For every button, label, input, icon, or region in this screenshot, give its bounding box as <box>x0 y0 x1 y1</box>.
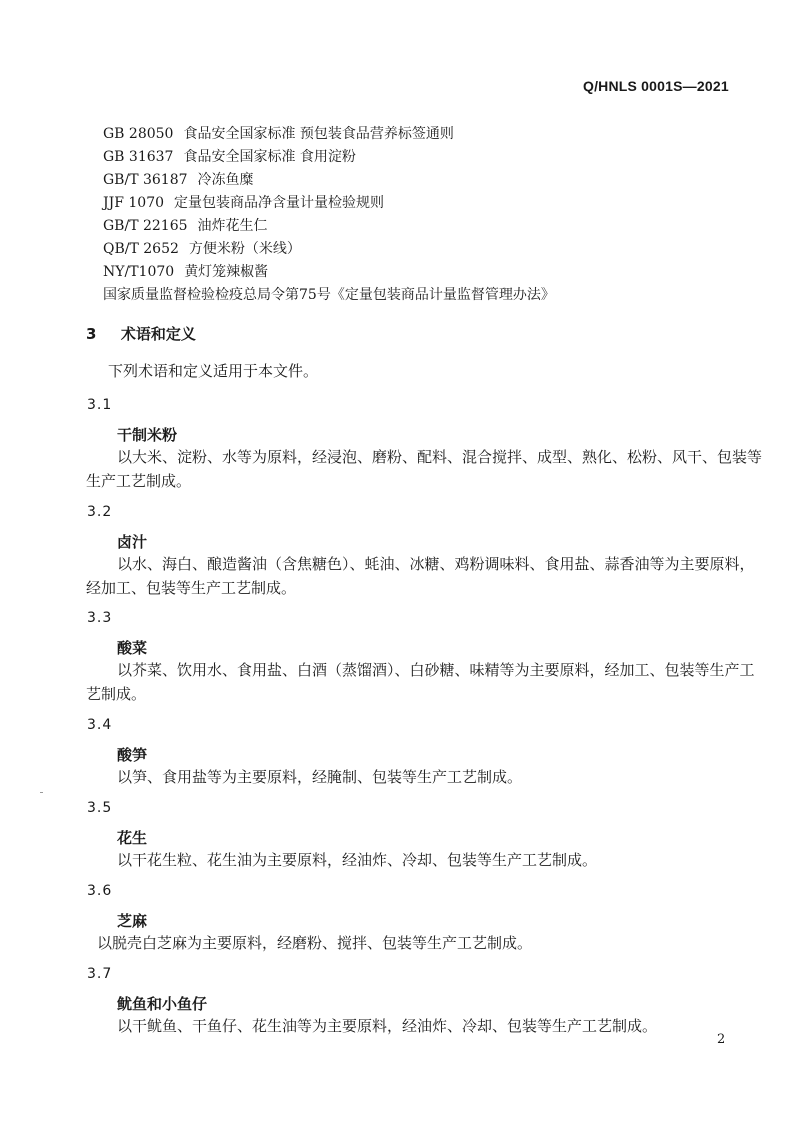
term-number: 3.7 <box>87 966 113 982</box>
reference-title: 油炸花生仁 <box>197 218 268 234</box>
term-number: 3.5 <box>87 800 113 816</box>
term-name: 酸笋 <box>117 746 148 764</box>
reference-code: GB 31637 <box>103 149 174 165</box>
reference-code: GB 28050 <box>103 126 174 142</box>
reference-code: GB/T 36187 <box>103 172 188 188</box>
reference-title: 方便米粉（米线） <box>188 241 301 257</box>
document-number: Q/HNLS 0001S—2021 <box>583 78 729 94</box>
reference-item <box>103 169 254 189</box>
reference-item <box>103 284 555 304</box>
term-definition: 艺制成。 <box>86 685 147 703</box>
term-number: 3.6 <box>87 883 113 899</box>
reference-code: JJF 1070 <box>103 195 165 211</box>
reference-title: 食品安全国家标准 预包装食品营养标签通则 <box>183 126 454 142</box>
reference-code: NY/T1070 <box>103 264 175 280</box>
term-definition: 以大米、淀粉、水等为原料，经浸泡、磨粉、配料、混合搅拌、成型、熟化、松粉、风干、包装等 <box>117 448 763 466</box>
page-number: 2 <box>717 1032 726 1047</box>
term-definition: 以干花生粒、花生油为主要原料，经油炸、冷却、包装等生产工艺制成。 <box>117 851 598 869</box>
term-number: 3.3 <box>87 610 113 626</box>
section-heading <box>86 323 196 344</box>
term-number: 3.4 <box>87 717 113 733</box>
reference-title: 黄灯笼辣椒酱 <box>184 264 269 280</box>
reference-item <box>103 215 268 235</box>
term-definition: 以芥菜、饮用水、食用盐、白酒（蒸馏酒）、白砂糖、味精等为主要原料，经加工、包装等生产工 <box>117 661 755 679</box>
reference-title: 冷冻鱼糜 <box>197 172 254 188</box>
term-name: 鱿鱼和小鱼仔 <box>117 995 208 1013</box>
scan-speck <box>40 792 43 793</box>
term-definition: 生产工艺制成。 <box>86 472 192 490</box>
reference-title: 食品安全国家标准 食用淀粉 <box>183 149 356 165</box>
term-definition: 以水、海白、酿造酱油（含焦糖色）、蚝油、冰糖、鸡粉调味料、食用盐、蒜香油等为主要原料， <box>117 555 755 573</box>
term-definition: 以干鱿鱼、干鱼仔、花生油等为主要原料，经油炸、冷却、包装等生产工艺制成。 <box>117 1017 658 1035</box>
term-name: 酸菜 <box>117 639 148 657</box>
section-intro: 下列术语和定义适用于本文件。 <box>108 362 319 380</box>
term-definition: 以笋、食用盐等为主要原料，经腌制、包装等生产工艺制成。 <box>117 768 523 786</box>
term-number: 3.2 <box>87 504 113 520</box>
term-definition: 以脱壳白芝麻为主要原料，经磨粉、搅拌、包装等生产工艺制成。 <box>97 934 533 952</box>
reference-code: QB/T 2652 <box>103 241 179 257</box>
reference-title: 定量包装商品净含量计量检验规则 <box>174 195 385 211</box>
term-name: 芝麻 <box>117 912 148 930</box>
reference-item <box>103 123 454 143</box>
term-name: 花生 <box>117 829 148 847</box>
reference-title: 国家质量监督检验检疫总局令第75号《定量包装商品计量监督管理办法》 <box>103 287 555 303</box>
reference-item <box>103 261 268 281</box>
reference-item <box>103 192 384 212</box>
section-number: 3 <box>86 325 97 343</box>
term-name: 干制米粉 <box>117 426 178 444</box>
term-number: 3.1 <box>87 397 113 413</box>
reference-code: GB/T 22165 <box>103 218 188 234</box>
section-title: 术语和定义 <box>120 325 196 343</box>
reference-item <box>103 238 301 258</box>
term-name: 卤汁 <box>117 533 148 551</box>
reference-item <box>103 146 356 166</box>
term-definition: 经加工、包装等生产工艺制成。 <box>86 579 297 597</box>
